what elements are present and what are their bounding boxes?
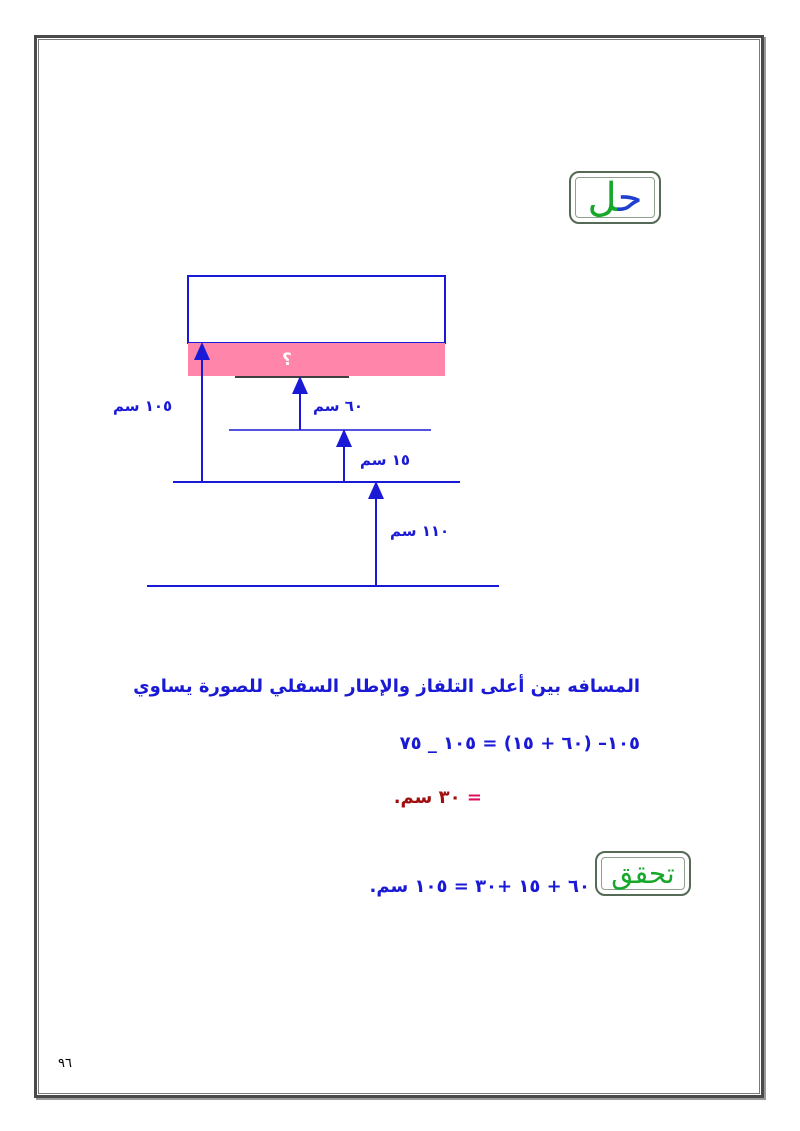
page-number: ٩٦ [58,1056,72,1071]
question-mark: ؟ [282,350,292,370]
solution-label-ha: ح [617,174,643,221]
equation-text: ١٠٥– (٦٠ + ١٥) = ١٠٥ _ ٧٥ [399,733,640,754]
label-110: ١١٠ سم [390,522,450,540]
question-text: المسافه بين أعلى التلفاز والإطار السفلي للصورة يساوي [133,676,640,697]
label-105: ١٠٥ سم [113,397,173,415]
picture-frame [188,276,445,343]
label-15: ١٥ سم [360,451,411,469]
label-60: ٦٠ سم [313,397,364,415]
result-line [394,787,482,808]
result-value: ٣٠ سم. [393,787,461,808]
check-text: ٦٠ + ١٥ +٣٠ = ١٠٥ سم. [369,876,590,897]
unknown-gap-band [188,343,445,376]
result-equals: = [466,787,482,808]
check-label-box [595,851,691,896]
solution-label-lam: ل [587,174,618,221]
check-label: تحقق [611,857,675,890]
